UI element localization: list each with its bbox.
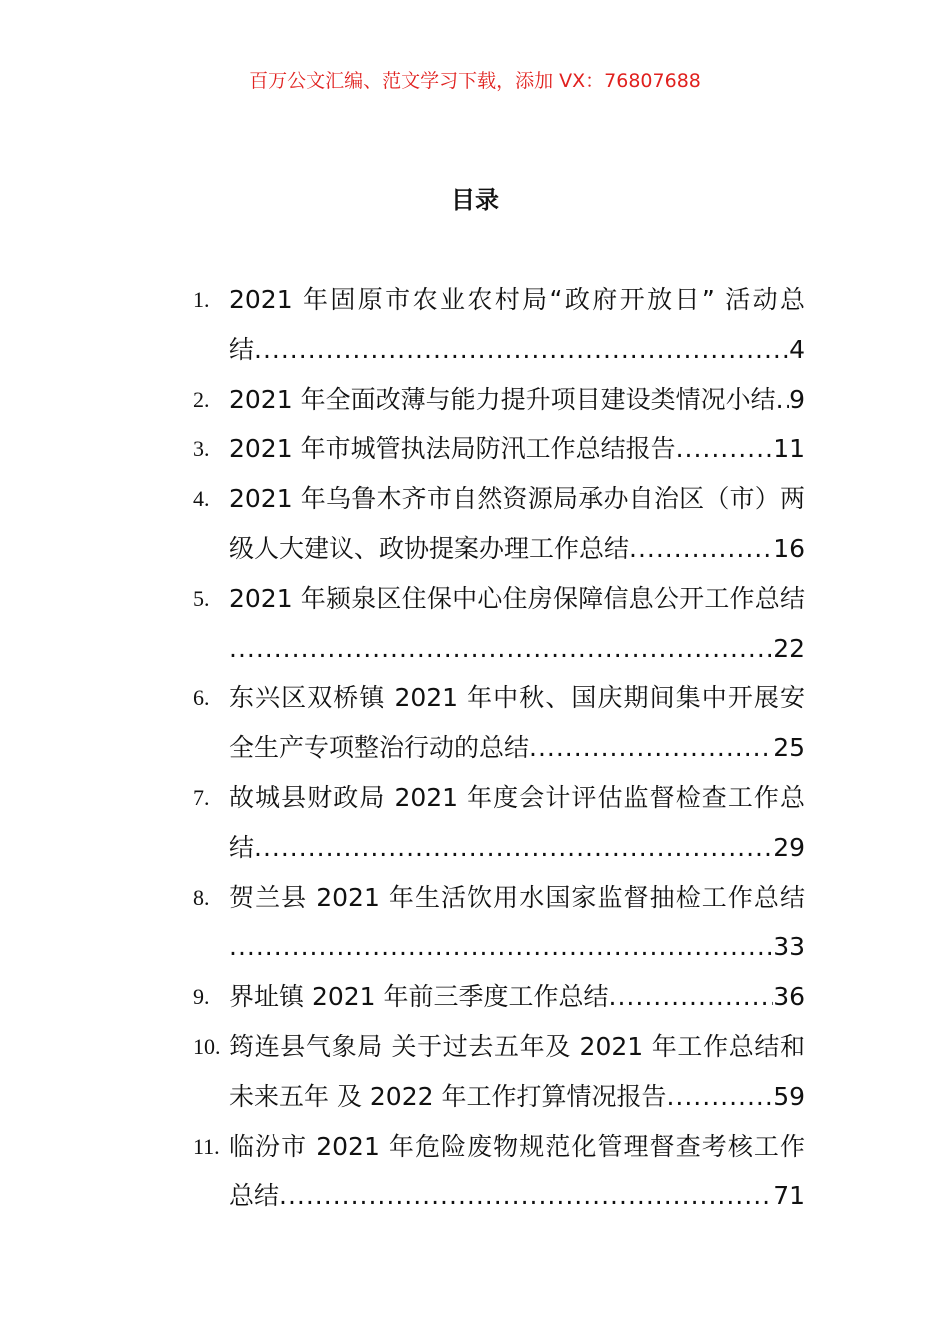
entry-number-spacer	[193, 823, 229, 873]
entry-title-line2: 未来五年 及 2022 年工作打算情况报告	[229, 1081, 667, 1111]
entry-page: 25	[773, 733, 805, 763]
entry-line	[229, 375, 805, 425]
entry-line	[229, 1022, 805, 1072]
dot-leader	[254, 823, 773, 873]
dot-leader	[676, 424, 774, 474]
dot-leader	[229, 922, 773, 972]
entry-page: 22	[773, 633, 805, 663]
entry-title-line1: 2021 年颍泉区住保中心住房保障信息公开工作总结	[229, 583, 805, 613]
entry-title-line1: 故城县财政局 2021 年度会计评估监督检查工作总	[229, 782, 805, 812]
toc-entry[interactable]	[193, 1022, 805, 1072]
entry-line	[229, 873, 805, 923]
entry-line	[229, 823, 805, 873]
entry-number: 8.	[193, 884, 210, 910]
entry-title-line1: 筠连县气象局 关于过去五年及 2021 年工作总结和	[229, 1031, 805, 1061]
entry-page: 29	[773, 832, 805, 862]
entry-number: 3.	[193, 436, 210, 462]
entry-number: 11.	[193, 1133, 220, 1159]
dot-leader	[666, 1072, 773, 1122]
entry-number-spacer	[193, 922, 229, 972]
toc-entry[interactable]	[193, 574, 805, 624]
entry-line	[229, 723, 805, 773]
toc-entry-continuation[interactable]	[193, 524, 805, 574]
toc-entry[interactable]	[193, 972, 805, 1022]
entry-title: 2021 年全面改薄与能力提升项目建设类情况小结	[229, 384, 776, 414]
entry-title-line1: 2021 年固原市农业农村局“政府开放日” 活动总	[229, 285, 805, 314]
entry-page: 9	[789, 384, 805, 414]
entry-title: 界址镇 2021 年前三季度工作总结	[229, 982, 609, 1012]
toc-entry[interactable]	[193, 673, 805, 723]
entry-page: 36	[773, 982, 805, 1012]
entry-line	[229, 325, 805, 375]
entry-number: 2.	[193, 386, 210, 412]
entry-number-spacer	[193, 325, 229, 375]
entry-line	[229, 1122, 805, 1172]
entry-line	[229, 773, 805, 823]
toc-entry-continuation[interactable]	[193, 1171, 805, 1221]
entry-title-line2: 结	[229, 334, 255, 364]
toc-entry-continuation[interactable]	[193, 922, 805, 972]
entry-line	[229, 922, 805, 972]
entry-title: 2021 年市城管执法局防汛工作总结报告	[229, 434, 676, 464]
entry-page: 11	[773, 434, 805, 464]
dot-leader	[776, 375, 790, 425]
entry-number: 10.	[193, 1033, 221, 1059]
entry-line	[229, 474, 805, 524]
entry-page: 59	[773, 1081, 805, 1111]
toc-entry[interactable]	[193, 275, 805, 325]
entry-number: 9.	[193, 984, 210, 1010]
toc-entry[interactable]	[193, 474, 805, 524]
entry-page: 4	[789, 334, 805, 364]
entry-title-line2: 总结	[229, 1181, 280, 1211]
entry-number-spacer	[193, 1171, 229, 1221]
entry-line	[229, 275, 805, 325]
entry-title-line1: 贺兰县 2021 年生活饮用水国家监督抽检工作总结	[229, 882, 805, 912]
dot-leader	[609, 972, 774, 1022]
entry-title-line2: 全生产专项整治行动的总结	[229, 733, 530, 763]
dot-leader	[254, 325, 789, 375]
entry-number-spacer	[193, 624, 229, 674]
entry-line	[229, 972, 805, 1022]
toc-entry-continuation[interactable]	[193, 624, 805, 674]
toc-entry-continuation[interactable]	[193, 1072, 805, 1122]
entry-line	[229, 524, 805, 574]
watermark-banner: 百万公文汇编、范文学习下载，添加 VX：76807688	[249, 70, 701, 92]
entry-title-line1: 临汾市 2021 年危险废物规范化管理督查考核工作	[229, 1131, 805, 1161]
toc-entry-continuation[interactable]	[193, 823, 805, 873]
dot-leader	[529, 723, 773, 773]
entry-number-spacer	[193, 1072, 229, 1122]
toc-entry-continuation[interactable]	[193, 325, 805, 375]
dot-leader	[229, 624, 773, 674]
entry-page: 33	[773, 932, 805, 962]
entry-number: 5.	[193, 585, 210, 611]
entry-number: 7.	[193, 784, 210, 810]
toc-entry-continuation[interactable]	[193, 723, 805, 773]
entry-line	[229, 574, 805, 624]
entry-line	[229, 424, 805, 474]
page-title: 目录	[451, 186, 499, 214]
entry-line	[229, 1171, 805, 1221]
entry-line	[229, 673, 805, 723]
entry-number-spacer	[193, 524, 229, 574]
toc-entry[interactable]	[193, 424, 805, 474]
entry-line	[229, 624, 805, 674]
entry-line	[229, 1072, 805, 1122]
toc-entry[interactable]	[193, 773, 805, 823]
entry-number: 1.	[193, 287, 210, 312]
entry-page: 16	[773, 533, 805, 563]
entry-title-line2: 级人大建议、政协提案办理工作总结	[229, 533, 630, 563]
entry-page: 71	[773, 1181, 805, 1211]
entry-number: 4.	[193, 486, 210, 512]
dot-leader	[279, 1171, 773, 1221]
toc-entry[interactable]	[193, 1122, 805, 1172]
table-of-contents	[193, 275, 805, 1221]
entry-title-line1: 东兴区双桥镇 2021 年中秋、国庆期间集中开展安	[229, 683, 805, 713]
entry-number: 6.	[193, 685, 210, 711]
entry-title-line2: 结	[229, 832, 255, 862]
entry-number-spacer	[193, 723, 229, 773]
dot-leader	[629, 524, 773, 574]
toc-entry[interactable]	[193, 375, 805, 425]
toc-entry[interactable]	[193, 873, 805, 923]
entry-title-line1: 2021 年乌鲁木齐市自然资源局承办自治区（市）两	[229, 484, 805, 514]
